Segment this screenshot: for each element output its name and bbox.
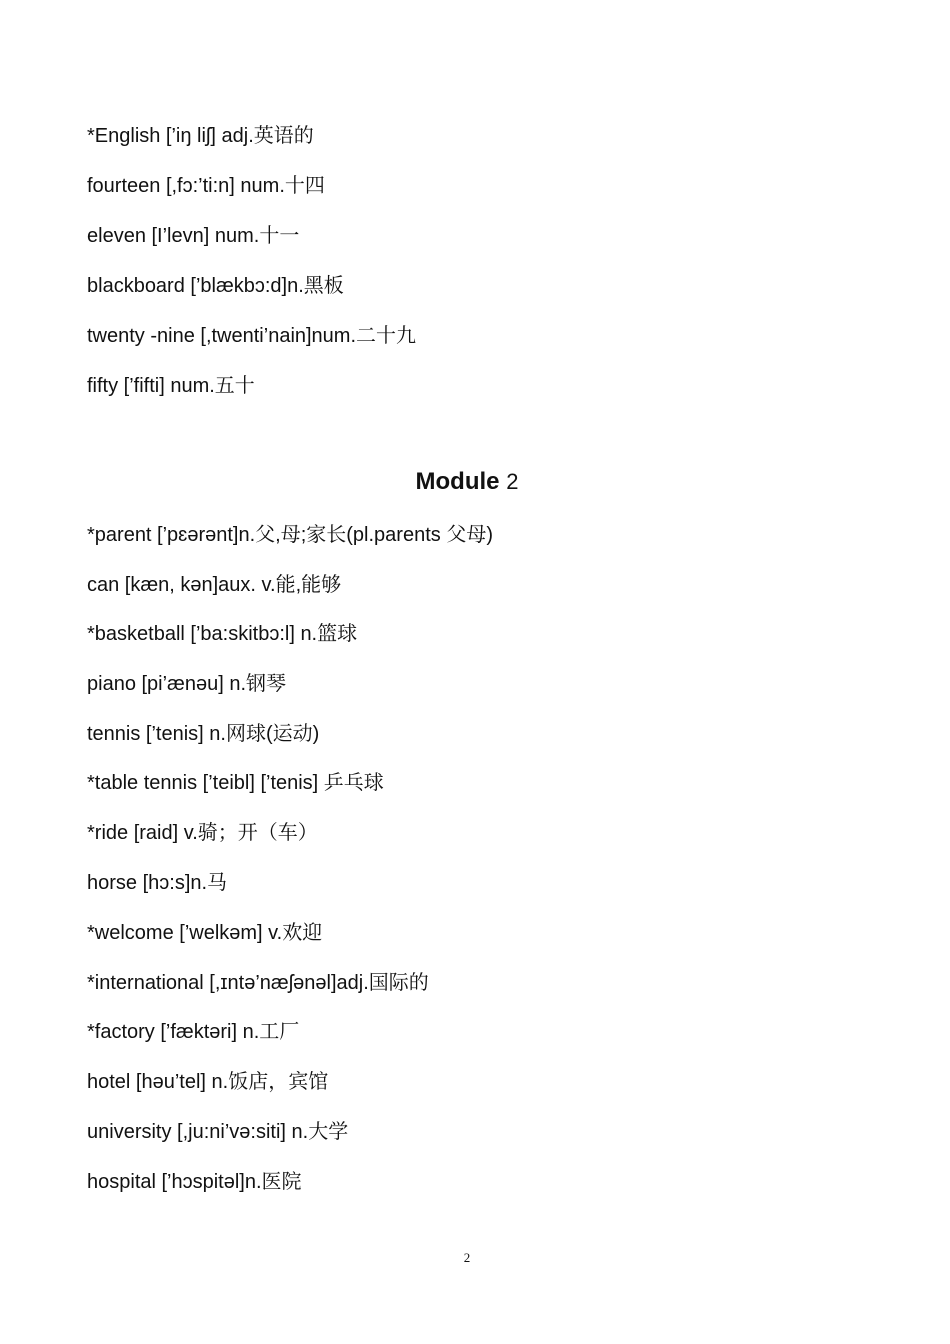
- vocab-line-welcome: *welcome [’welkəm] v.欢迎: [87, 922, 323, 944]
- vocab-line-basketball: *basketball [’ba:skitbɔ:l] n.篮球: [87, 623, 358, 645]
- vocab-line-piano: piano [pi’ænəu] n.钢琴: [87, 673, 287, 695]
- vocab-line-fourteen: fourteen [,fɔ:’ti:n] num.十四: [87, 175, 325, 197]
- vocab-line-eleven: eleven [I’levn] num.十一: [87, 225, 300, 247]
- vocab-line-horse: horse [hɔ:s]n.马: [87, 872, 228, 894]
- module-heading-number: 2: [506, 469, 519, 494]
- vocab-line-ride: *ride [raid] v.骑；开（车）: [87, 822, 318, 844]
- module-heading: [0, 468, 934, 496]
- vocab-line-fifty: fifty [’fifti] num.五十: [87, 375, 255, 397]
- vocab-line-english: *English [’iŋ liʃ] adj.英语的: [87, 125, 314, 147]
- vocab-line-blackboard: blackboard [’blækbɔ:d]n.黑板: [87, 275, 344, 297]
- vocab-line-tennis: tennis [’tenis] n.网球(运动): [87, 723, 320, 745]
- vocab-line-hospital: hospital [’hɔspitəl]n.医院: [87, 1171, 302, 1193]
- vocab-line-parent: *parent [’pɛərənt]n.父,母;家长(pl.parents 父母): [87, 524, 493, 546]
- module-heading-word: Module: [415, 468, 500, 495]
- vocab-line-can: can [kæn, kən]aux. v.能,能够: [87, 574, 342, 596]
- vocab-line-university: university [,ju:ni’və:siti] n.大学: [87, 1121, 349, 1143]
- vocab-line-twenty-nine: twenty -nine [,twenti’nain]num.二十九: [87, 325, 417, 347]
- vocab-line-hotel: hotel [həu’tel] n.饭店，宾馆: [87, 1071, 329, 1093]
- vocab-line-table-tennis: *table tennis [’teibl] [’tenis] 乒乓球: [87, 772, 384, 794]
- page-number: 2: [463, 1250, 471, 1265]
- vocab-line-factory: *factory [’fæktəri] n.工厂: [87, 1021, 300, 1043]
- vocab-line-international: *international [,ɪntə’næʃənəl]adj.国际的: [87, 972, 429, 994]
